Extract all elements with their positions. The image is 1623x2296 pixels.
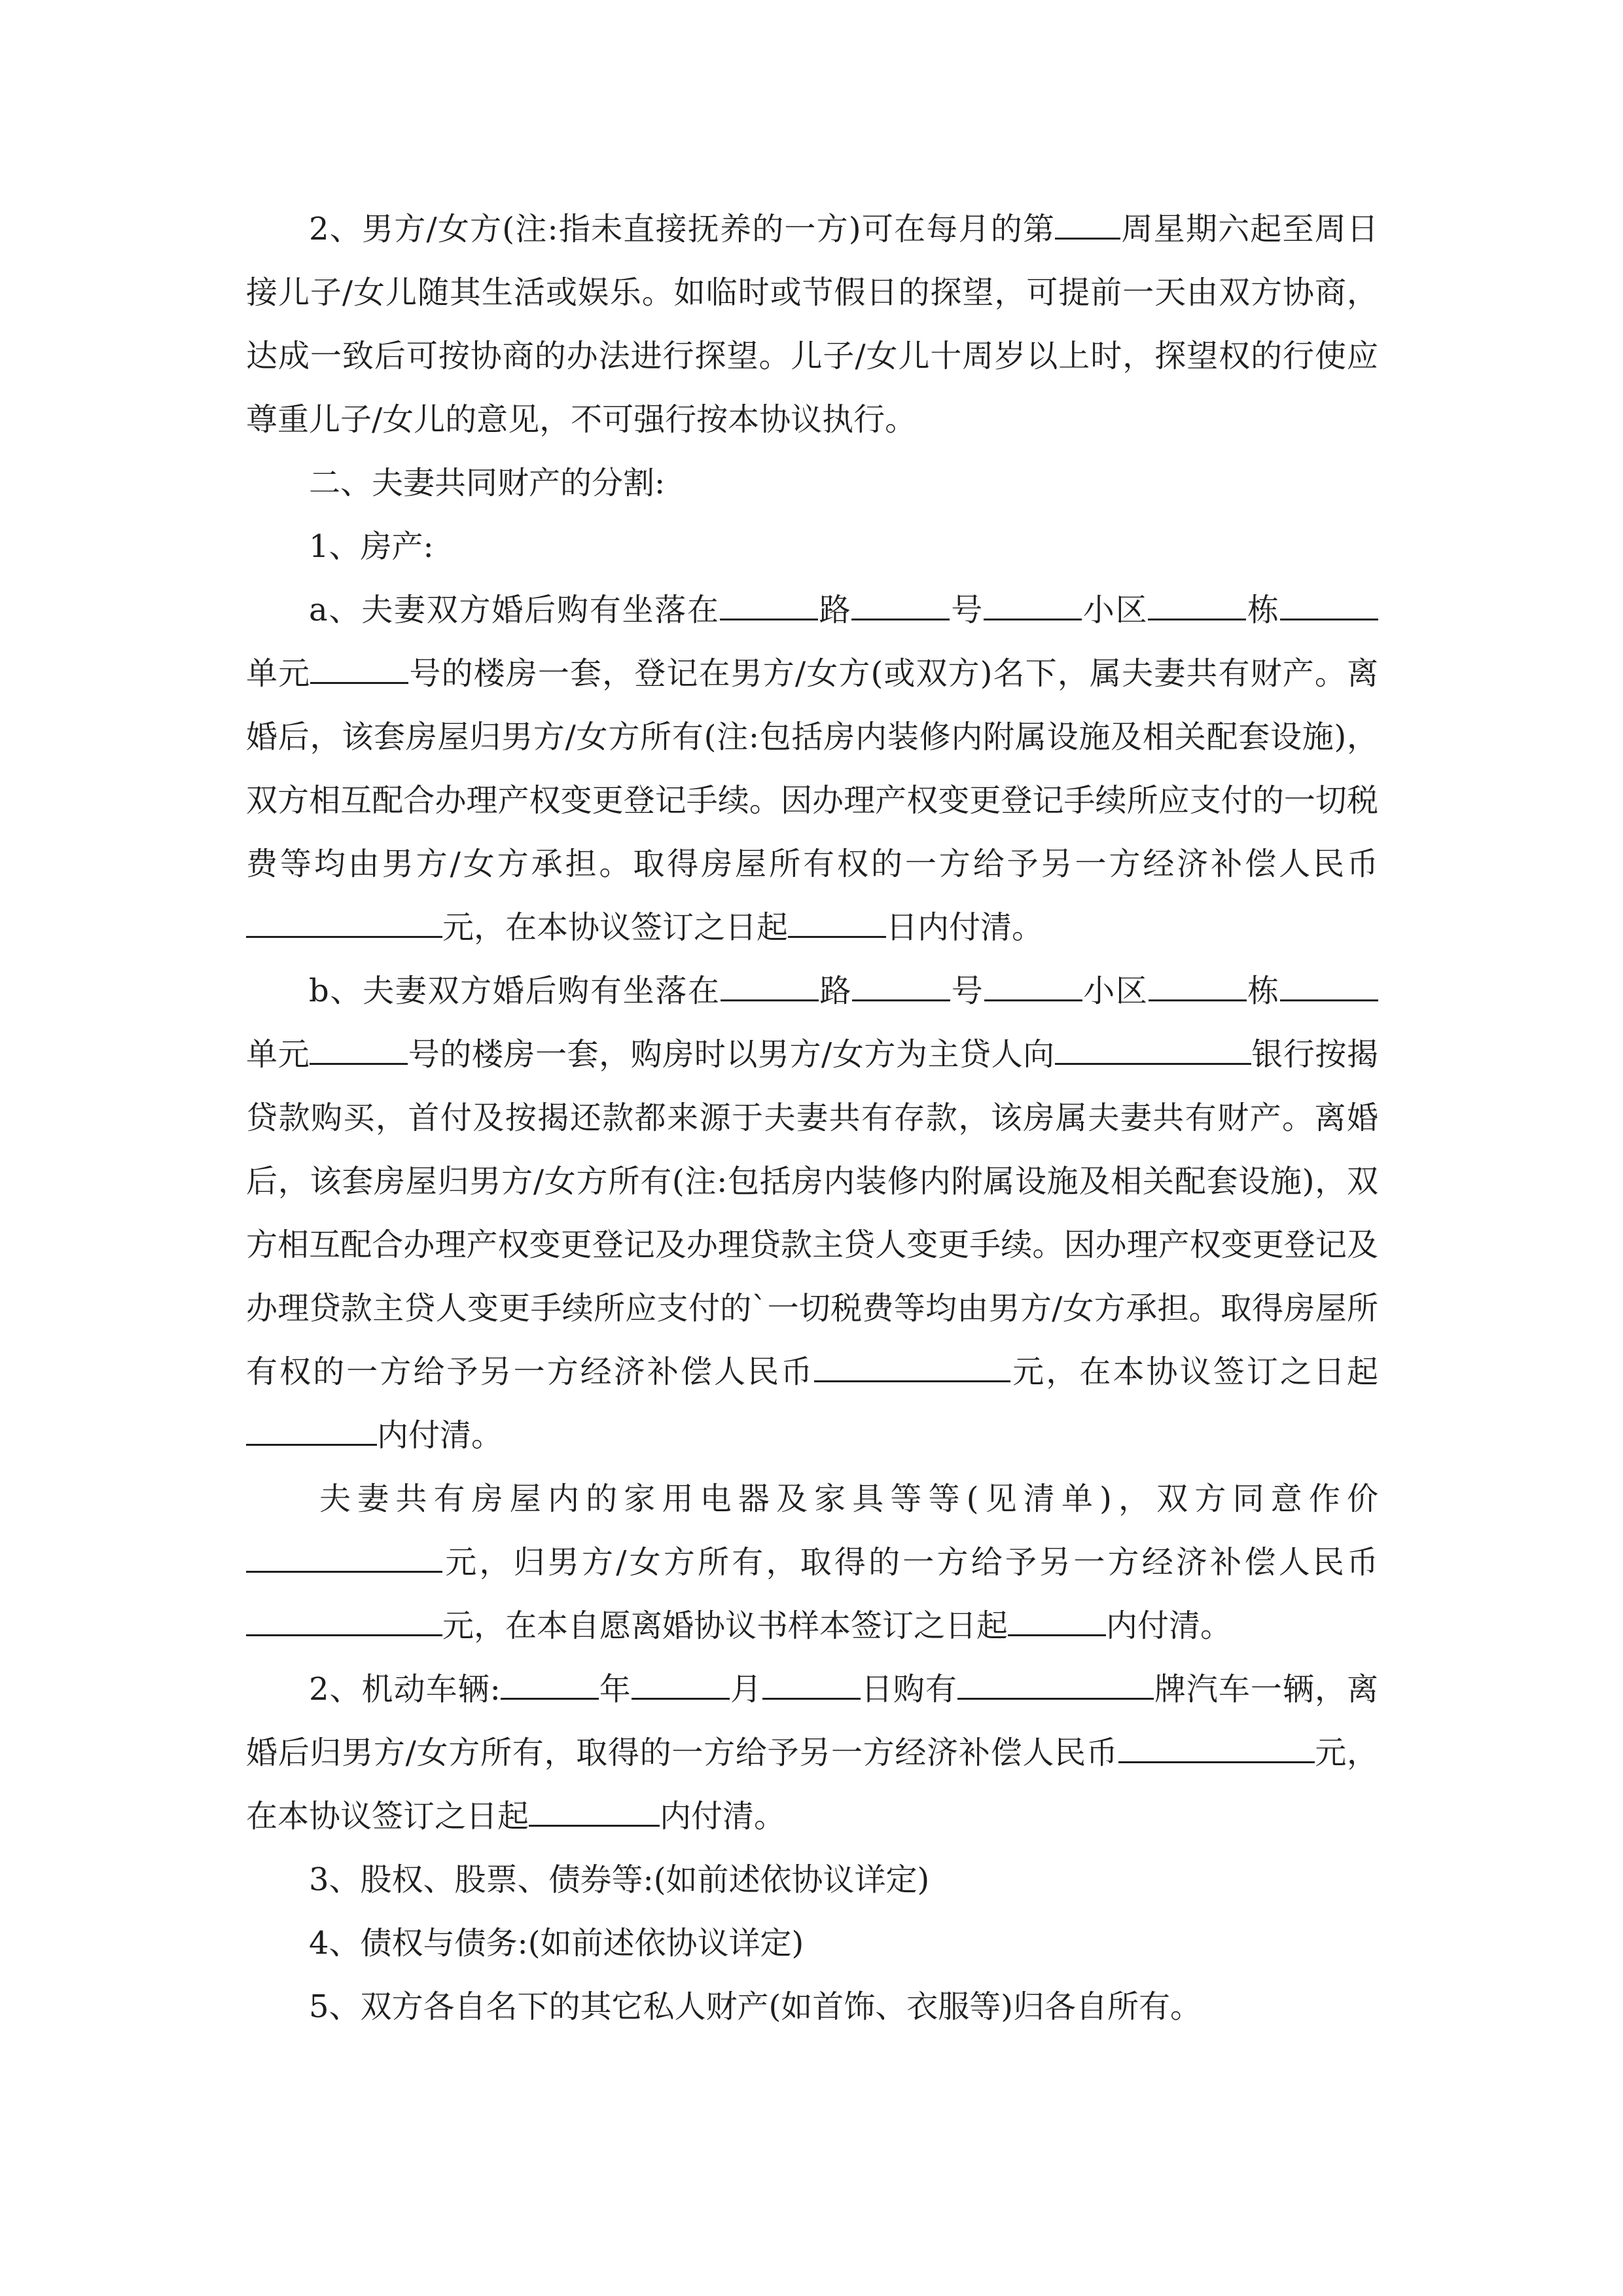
fill-in-blank[interactable] xyxy=(310,656,408,684)
fill-in-blank[interactable] xyxy=(852,973,950,1001)
paragraph-text: 路 xyxy=(818,973,853,1009)
paragraph-text: 2、机动车辆: xyxy=(309,1671,501,1708)
fill-in-blank[interactable] xyxy=(1055,211,1120,240)
fill-in-blank[interactable] xyxy=(788,910,886,938)
paragraph-text: 栋 xyxy=(1246,592,1280,628)
paragraph-text: 夫妻共有房屋内的家用电器及家具等等(见清单)，双方同意作价 xyxy=(319,1480,1378,1517)
fill-in-blank[interactable] xyxy=(310,1037,408,1065)
fill-in-blank[interactable] xyxy=(984,592,1082,620)
paragraph-text: 日内付清。 xyxy=(886,909,1044,946)
paragraph xyxy=(246,579,1378,960)
fill-in-blank[interactable] xyxy=(814,1354,1010,1382)
paragraph-text: 月 xyxy=(729,1671,762,1708)
fill-in-blank[interactable] xyxy=(632,1672,730,1700)
paragraph-text: 号的楼房一套，购房时以男方/女方为主贷人向 xyxy=(408,1036,1055,1073)
fill-in-blank[interactable] xyxy=(1149,973,1247,1001)
paragraph xyxy=(246,452,1378,515)
paragraph xyxy=(246,1912,1378,1975)
paragraph-text: 单元 xyxy=(246,655,311,692)
paragraph-text: 栋 xyxy=(1246,973,1280,1009)
paragraph-text: 号 xyxy=(950,592,984,628)
paragraph-text: 元，在本协议签订之日起 xyxy=(1010,1354,1378,1390)
paragraph-text: 元，归男方/女方所有，取得的一方给予另一方经济补偿人民币 xyxy=(442,1544,1378,1581)
paragraph xyxy=(246,515,1378,579)
fill-in-blank[interactable] xyxy=(1280,592,1378,620)
fill-in-blank[interactable] xyxy=(501,1672,599,1700)
paragraph xyxy=(246,1848,1378,1912)
fill-in-blank[interactable] xyxy=(1118,1735,1315,1763)
paragraph-text: 号 xyxy=(950,973,984,1009)
paragraph-text: 小区 xyxy=(1082,973,1149,1009)
paragraph-text: b、夫妻双方婚后购有坐落在 xyxy=(309,973,721,1009)
paragraph-text: 1、房产: xyxy=(309,528,434,565)
fill-in-blank[interactable] xyxy=(246,910,442,938)
fill-in-blank[interactable] xyxy=(1008,1608,1106,1636)
paragraph-text: 3、股权、股票、债券等:(如前述依协议详定) xyxy=(309,1861,930,1898)
fill-in-blank[interactable] xyxy=(957,1672,1154,1700)
paragraph-text: 4、债权与债务:(如前述依协议详定) xyxy=(309,1925,804,1962)
paragraph-text: 日购有 xyxy=(860,1671,957,1708)
paragraph-text: 内付清。 xyxy=(660,1798,786,1835)
fill-in-blank[interactable] xyxy=(246,1418,377,1446)
paragraph-text: 元，在本协议签订之日起 xyxy=(246,1734,1378,1835)
fill-in-blank[interactable] xyxy=(1280,973,1378,1001)
paragraph-text: 年 xyxy=(598,1671,632,1708)
paragraph-text: 元，在本自愿离婚协议书样本签订之日起 xyxy=(442,1607,1008,1644)
paragraph-text: 内付清。 xyxy=(377,1417,503,1454)
fill-in-blank[interactable] xyxy=(851,592,950,620)
paragraph-text: 二、夫妻共同财产的分割: xyxy=(309,465,666,501)
paragraph-text: 内付清。 xyxy=(1106,1607,1232,1644)
document-body xyxy=(246,198,1378,2039)
paragraph-text: 路 xyxy=(817,592,852,628)
paragraph xyxy=(246,1467,1378,1658)
paragraph xyxy=(246,960,1378,1467)
fill-in-blank[interactable] xyxy=(762,1672,861,1700)
paragraph xyxy=(246,1975,1378,2039)
fill-in-blank[interactable] xyxy=(529,1799,660,1827)
paragraph-text: 号的楼房一套，登记在男方/女方(或双方)名下，属夫妻共有财产。离婚后，该套房屋归男方/女方所有(注:包括房内装修内附属设施及相关配套设施)，双方相互配合办理产权变更登记手续。因办理产权变更登记手续所应支付的一切税费等均由男方/女方承担。取得房屋所有权的一方给予另一方经济补偿人民币 xyxy=(246,655,1378,882)
fill-in-blank[interactable] xyxy=(984,973,1082,1001)
fill-in-blank[interactable] xyxy=(720,592,818,620)
fill-in-blank[interactable] xyxy=(1148,592,1246,620)
fill-in-blank[interactable] xyxy=(721,973,819,1001)
paragraph-text: 5、双方各自名下的其它私人财产(如首饰、衣服等)归各自所有。 xyxy=(309,1988,1202,2025)
paragraph-text: 小区 xyxy=(1082,592,1149,628)
paragraph xyxy=(246,1658,1378,1848)
paragraph-text: 单元 xyxy=(246,1036,310,1073)
paragraph xyxy=(246,198,1378,452)
fill-in-blank[interactable] xyxy=(246,1608,442,1636)
fill-in-blank[interactable] xyxy=(1055,1037,1251,1065)
paragraph-text: 银行按揭贷款购买，首付及按揭还款都来源于夫妻共有存款，该房属夫妻共有财产。离婚后，该套房屋归男方/女方所有(注:包括房内装修内附属设施及相关配套设施)，双方相互配合办理产权变更登记及办理贷款主贷人变更手续。因办理产权变更登记及办理贷款主贷人变更手续所应支付的`一切税费等均由男方/女方承担。取得房屋所有权的一方给予另一方经济补偿人民币 xyxy=(246,1036,1378,1390)
fill-in-blank[interactable] xyxy=(246,1545,442,1573)
paragraph-text: 2、男方/女方(注:指未直接抚养的一方)可在每月的第 xyxy=(309,211,1056,247)
paragraph-text: 牌汽车一辆，离婚后归男方/女方所有，取得的一方给予另一方经济补偿人民币 xyxy=(246,1671,1378,1771)
paragraph-text: a、夫妻双方婚后购有坐落在 xyxy=(309,592,720,628)
paragraph-text: 元，在本协议签订之日起 xyxy=(442,909,789,946)
paragraph-text: 周星期六起至周日接儿子/女儿随其生活或娱乐。如临时或节假日的探望，可提前一天由双方协商，达成一致后可按协商的办法进行探望。儿子/女儿十周岁以上时，探望权的行使应尊重儿子/女儿的意见，不可强行按本协议执行。 xyxy=(246,211,1378,438)
